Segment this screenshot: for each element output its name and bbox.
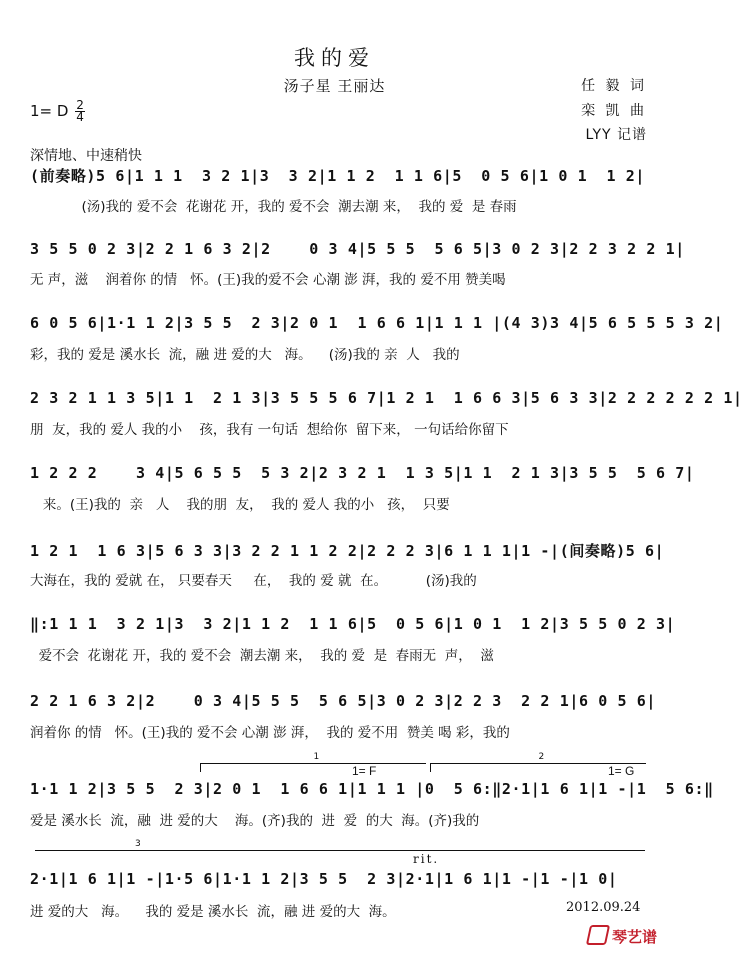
notation-line: 3 5 5 0 2 3|2 2 1 6 3 2|2 0 3 4|5 5 5 5 6 5|3 0 2 3|2 2 3 2 2 1|	[30, 240, 685, 258]
site-logo	[588, 925, 657, 947]
notation-line: 1 2 1 1 6 3|5 6 3 3|3 2 2 1 1 2 2|2 2 2 3|6 1 1 1|1 -|(间奏略)5 6|	[30, 542, 665, 560]
time-bottom: 4	[76, 110, 84, 124]
lyrics-line: (汤)我的 爱不会 花谢花 开，我的 爱不会 潮去潮 来， 我的 爱 是 春雨	[30, 199, 517, 215]
key-label: 1= D	[30, 102, 69, 120]
transcription-date: 2012.09.24	[566, 900, 641, 915]
notation-line: (前奏略)5 6|1 1 1 3 2 1|3 3 2|1 1 2 1 1 6|5 0 5 6|1 0 1 1 2|	[30, 167, 646, 185]
key-change-g: 1= G	[608, 764, 635, 778]
lyrics-line: 进 爱的大 海。 我的 爱是 溪水长 流，融 进 爱的大 海。	[30, 904, 396, 920]
transcriber: LYY 记谱	[585, 127, 647, 143]
volta-bracket	[200, 752, 426, 772]
key-signature	[30, 100, 85, 123]
volta-bracket	[35, 839, 645, 859]
notation-line: 1 2 2 2 3 4|5 6 5 5 5 3 2|2 3 2 1 1 3 5|1 1 2 1 3|3 5 5 5 6 7|	[30, 464, 695, 482]
lyrics-line: 彩，我的 爱是 溪水长 流，融 进 爱的大 海。 (汤)我的 亲 人 我的	[30, 347, 460, 363]
singers: 汤子星 王丽达	[283, 77, 386, 95]
time-signature	[75, 100, 85, 123]
notation-line: 1·1 1 2|3 5 5 2 3|2 0 1 1 6 6 1|1 1 1 |0 5 6:‖2·1|1 6 1|1 -|1 5 6:‖	[30, 780, 714, 798]
lyricist: 任 毅 词	[581, 78, 647, 94]
tempo-marking: 深情地、中速稍快	[30, 148, 142, 164]
lyrics-line: 爱不会 花谢花 开，我的 爱不会 潮去潮 来， 我的 爱 是 春雨无 声， 滋	[30, 648, 494, 664]
volta-number: 1	[313, 752, 320, 762]
lyrics-line: 来。(王)我的 亲 人 我的朋 友， 我的 爱人 我的小 孩， 只要	[30, 497, 450, 513]
ritardando-marking: rit.	[413, 852, 440, 866]
lyrics-line: 大海在，我的 爱就 在， 只要春天 在， 我的 爱 就 在。 (汤)我的	[30, 573, 477, 589]
notation-line: 2·1|1 6 1|1 -|1·5 6|1·1 1 2|3 5 5 2 3|2·1|1 6 1|1 -|1 -|1 0|	[30, 870, 618, 888]
notation-line: ‖:1 1 1 3 2 1|3 3 2|1 1 2 1 1 6|5 0 5 6|1 0 1 1 2|3 5 5 0 2 3|	[30, 615, 676, 633]
lyrics-line: 润着你 的情 怀。(王)我的 爱不会 心潮 澎 湃， 我的 爱不用 赞美 喝 彩，我的	[30, 725, 510, 741]
notation-line: 2 3 2 1 1 3 5|1 1 2 1 3|3 5 5 5 6 7|1 2 1 1 6 6 3|5 6 3 3|2 2 2 2 2 2 1|	[30, 389, 743, 407]
volta-number: 2	[538, 752, 545, 762]
notation-line: 2 2 1 6 3 2|2 0 3 4|5 5 5 5 6 5|3 0 2 3|2 2 3 2 2 1|6 0 5 6|	[30, 692, 656, 710]
composer: 栾 凯 曲	[581, 103, 647, 119]
lyrics-line: 爱是 溪水长 流，融 进 爱的大 海。(齐)我的 进 爱 的大 海。(齐)我的	[30, 813, 480, 829]
key-change-f: 1= F	[352, 764, 377, 778]
time-top: 2	[76, 98, 84, 112]
logo-icon	[586, 925, 610, 945]
volta-number: 3	[135, 839, 141, 849]
logo-text: 琴艺谱	[611, 928, 657, 946]
song-title: 我的爱	[294, 46, 375, 70]
lyrics-line: 朋 友，我的 爱人 我的小 孩，我有 一句话 想给你 留下来， 一句话给你留下	[30, 422, 509, 438]
lyrics-line: 无 声，滋 润着你 的情 怀。(王)我的爱不会 心潮 澎 湃，我的 爱不用 赞美喝	[30, 272, 506, 288]
notation-line: 6 0 5 6|1·1 1 2|3 5 5 2 3|2 0 1 1 6 6 1|1 1 1 |(4 3)3 4|5 6 5 5 5 3 2|	[30, 314, 724, 332]
